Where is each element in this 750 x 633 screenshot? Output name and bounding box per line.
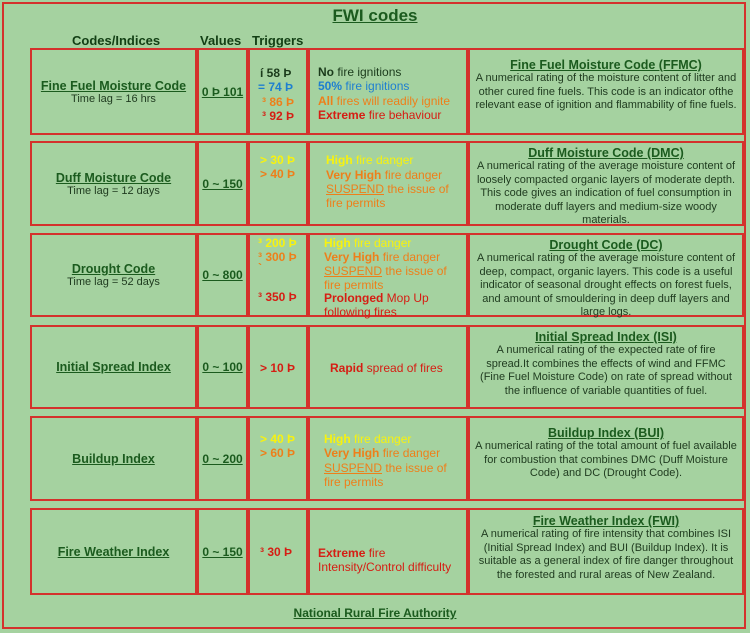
- trigger-cell: [248, 325, 308, 409]
- effect: High fire danger: [326, 153, 414, 167]
- code-name: Buildup Index: [72, 451, 155, 466]
- value-range: 0 Þ 101: [201, 84, 244, 99]
- value-range: 0 ~ 200: [202, 451, 243, 466]
- value-cell: [197, 416, 248, 501]
- name-cell: [30, 48, 197, 135]
- effect: Very High fire danger: [324, 250, 441, 264]
- value-range: 0 ~ 150: [202, 176, 243, 191]
- trigger: > 60 Þ: [260, 446, 296, 460]
- time-lag: Time lag = 16 hrs: [71, 92, 156, 105]
- effect: SUSPEND the issue of fire permits: [326, 182, 449, 210]
- description-title: Fine Fuel Moisture Code (FFMC): [510, 58, 702, 72]
- header-triggers: Triggers: [252, 33, 304, 48]
- trigger-cell: [248, 48, 308, 135]
- trigger: ³ 86 Þ: [262, 95, 295, 109]
- time-lag: Time lag = 52 days: [67, 276, 160, 288]
- footer-authority: National Rural Fire Authority: [293, 606, 457, 620]
- effect-cell: [308, 416, 468, 501]
- name-cell: [30, 416, 197, 501]
- effect: High fire danger: [324, 236, 412, 250]
- effect: 50% fire ignitions: [318, 79, 410, 93]
- effect-cell: [308, 508, 468, 595]
- trigger: ³ 350 Þ: [258, 290, 297, 304]
- description-cell: [468, 48, 744, 135]
- trigger: > 40 Þ: [260, 167, 296, 181]
- row-dmc: [30, 141, 744, 226]
- description-title: Buildup Index (BUI): [548, 426, 664, 440]
- effect-cell: [308, 325, 468, 409]
- effect: Extreme fire behaviour: [318, 108, 442, 122]
- trigger: í 58 Þ: [260, 66, 292, 80]
- value-range: 0 ~ 150: [202, 544, 243, 559]
- trigger: > 40 Þ: [260, 432, 296, 446]
- description-title: Initial Spread Index (ISI): [535, 330, 677, 344]
- trigger: ³ 92 Þ: [262, 109, 295, 123]
- effect: High fire danger: [324, 432, 412, 446]
- description-text: A numerical rating of the average moisture content of loosely compacted organic layers of moderate depth. This code gives an indication of fuel consumption in moderate duff layers and medium-size woody materials.: [476, 160, 736, 226]
- value-range: 0 ~ 100: [202, 360, 243, 374]
- description-title: Duff Moisture Code (DMC): [528, 146, 684, 160]
- description-text: A numerical rating of the moisture content of litter and other cured fine fuels. This code is an indicator ofthe relevant ease of ignition and flammability of fine fuels.: [475, 72, 737, 111]
- description-cell: [468, 508, 744, 595]
- row-fwi: [30, 508, 744, 595]
- value-cell: [197, 141, 248, 226]
- effect: Prolonged Mop Up following fires: [324, 291, 429, 319]
- trigger-cell: [248, 416, 308, 501]
- description-text: A numerical rating of the average moisture content of deep, compact, organic layers. This code is a useful indicator of seasonal drought effects on forest fuels, and amount of smouldering in deep duff layers and large logs.: [476, 252, 736, 318]
- description-title: Drought Code (DC): [549, 238, 663, 252]
- row-bui: [30, 416, 744, 501]
- trigger-cell: [248, 141, 308, 226]
- effect: SUSPEND the issue of fire permits: [324, 264, 447, 292]
- description-cell: [468, 416, 744, 501]
- code-name: Fire Weather Index: [57, 544, 170, 559]
- description-text: A numerical rating of the total amount of fuel available for combustion that combines DMC (Duff Moisture Code) and DC (Drought Code).: [475, 440, 737, 479]
- trigger: = 74 Þ: [258, 80, 294, 94]
- description-text: A numerical rating of the expected rate of fire spread.It combines the effects of wind and FFMC (Fine Fuel Moisture Code) on rate of spread without the influence of variable quantities of fuel.: [480, 344, 732, 397]
- description-cell: [468, 325, 744, 409]
- trigger: `: [258, 261, 262, 275]
- time-lag: Time lag = 12 days: [67, 184, 160, 197]
- name-cell: [30, 141, 197, 226]
- name-cell: [30, 233, 197, 317]
- row-dc: [30, 233, 744, 317]
- name-cell: [30, 325, 197, 409]
- description-text: A numerical rating of fire intensity that combines ISI (Initial Spread Index) and BUI (Buildup Index). It is suitable as a general index of fire danger throughout the forested and rural areas of New Zealand.: [478, 528, 734, 581]
- code-name: Initial Spread Index: [56, 360, 171, 374]
- trigger: > 30 Þ: [260, 153, 296, 167]
- page-title: FWI codes: [332, 6, 418, 25]
- value-cell: [197, 325, 248, 409]
- effect: Very High fire danger: [324, 446, 441, 460]
- effect: No fire ignitions: [318, 65, 402, 79]
- trigger: ³ 30 Þ: [260, 545, 293, 559]
- effect: All fires will readily ignite: [318, 94, 451, 108]
- trigger-cell: [248, 508, 308, 595]
- effect: SUSPEND the issue of fire permits: [324, 461, 447, 489]
- description-cell: [468, 141, 744, 226]
- value-range: 0 ~ 800: [202, 268, 243, 282]
- trigger: > 10 Þ: [260, 361, 296, 375]
- effect-cell: [308, 233, 468, 317]
- description-title: Fire Weather Index (FWI): [532, 514, 680, 528]
- value-cell: [197, 508, 248, 595]
- code-name: Duff Moisture Code: [55, 170, 172, 185]
- code-name: Drought Code: [71, 262, 156, 276]
- effect: Very High fire danger: [326, 168, 443, 182]
- value-cell: [197, 233, 248, 317]
- row-isi: [30, 325, 744, 409]
- row-ffmc: [30, 48, 744, 135]
- effect-cell: [308, 48, 468, 135]
- effect-cell: [308, 141, 468, 226]
- trigger: ³ 200 Þ: [258, 236, 297, 250]
- name-cell: [30, 508, 197, 595]
- effect: Extreme fire Intensity/Control difficulty: [318, 546, 452, 574]
- header-values: Values: [200, 33, 242, 48]
- value-cell: [197, 48, 248, 135]
- effect: Rapid spread of fires: [330, 361, 443, 375]
- trigger: ³ 300 Þ: [258, 250, 297, 264]
- header-codes: Codes/Indices: [72, 33, 161, 48]
- trigger-cell: [248, 233, 308, 317]
- code-name: Fine Fuel Moisture Code: [40, 78, 187, 93]
- description-cell: [468, 233, 744, 317]
